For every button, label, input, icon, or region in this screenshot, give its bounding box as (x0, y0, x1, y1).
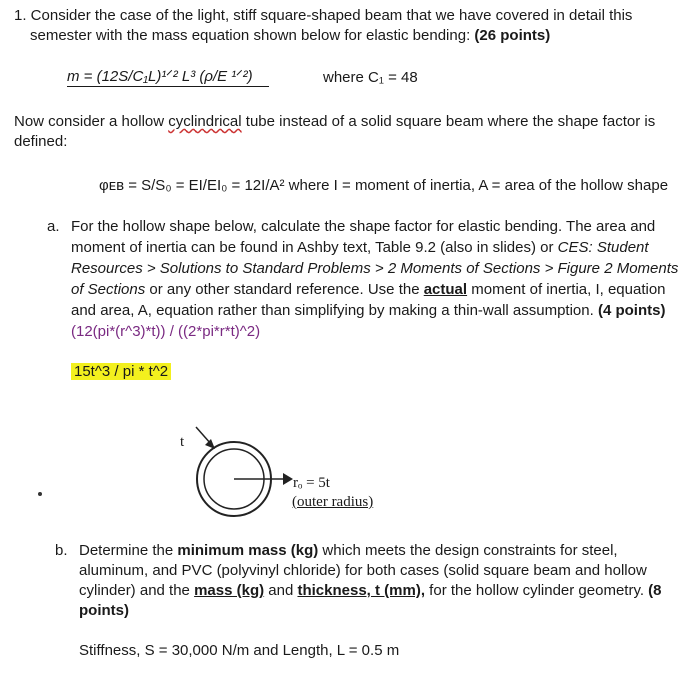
q1-points: (26 points) (474, 27, 551, 44)
where-c1: where C₁ = 48 (323, 69, 418, 86)
part-b-line3-e: for the hollow cylinder geometry. (425, 582, 649, 599)
part-a-line5 (71, 301, 665, 321)
part-b-points-a: (8 (648, 582, 662, 599)
stray-dot (38, 492, 42, 496)
thickness-label: t (180, 434, 185, 450)
thickness-emphasis: thickness, t (mm), (297, 582, 426, 599)
inner-circle (204, 449, 264, 509)
part-b-line3 (79, 581, 662, 601)
given-values: Stiffness, S = 30,000 N/m and Length, L = 0.5 m (79, 642, 400, 659)
part-a-line3: Resources > Solutions to Standard Problems > 2 Moments of Sections > Figure 2 Moments (71, 260, 679, 277)
part-a-line5-text: and area, A, equation rather than simplifying by making a thin-wall assumption. (71, 302, 598, 319)
answer-line1: (12(pi*(r^3)*t)) / ((2*pi*r*t)^2) (71, 323, 261, 340)
part-a-points: (4 points) (597, 302, 666, 319)
part-a-label: a. (47, 218, 60, 235)
part-b-line2: aluminum, and PVC (polyvinyl chloride) for both cases (solid square beam and hollow (79, 562, 647, 579)
part-a-line2 (71, 238, 649, 258)
q1-line1: 1. Consider the case of the light, stiff square-shaped beam that we have covered in detail this (14, 7, 633, 24)
part-b-line3-a: cylinder) and the (79, 582, 195, 599)
part-a-line2-text: moment of inertia can be found in Ashby text, Table 9.2 (also in slides) or (71, 239, 558, 256)
outer-radius-label (292, 492, 373, 512)
answer-highlight: 15t^3 / pi * t^2 (71, 363, 171, 380)
answer-line2 (71, 362, 171, 382)
actual-emphasis: actual (423, 281, 468, 298)
q1-line2 (30, 26, 550, 46)
intro-line2: defined: (14, 133, 68, 150)
misspelled-word: cyclindrical (168, 113, 242, 130)
radius-arrowhead (283, 473, 293, 485)
part-b-line1-a: Determine the (79, 542, 178, 559)
part-b-line1-c: which meets the design constraints for steel, (318, 542, 618, 559)
thickness-arrow-line (196, 427, 211, 444)
part-a-line1: For the hollow shape below, calculate the shape factor for elastic bending. The area and (71, 218, 656, 235)
mass-equation (67, 68, 269, 87)
intro-text-a: Now consider a hollow (14, 113, 169, 130)
minimum-mass-emphasis: minimum mass (kg) (177, 542, 319, 559)
intro-text-c: tube instead of a solid square beam where the shape factor is (241, 113, 656, 130)
part-a-line4-ital: of Sections (71, 281, 146, 298)
q1-line2-text: semester with the mass equation shown below for elastic bending: (30, 27, 475, 44)
shape-factor-equation: φᴇʙ = S/S₀ = EI/EI₀ = 12I/A² where I = moment of inertia, A = area of the hollow shape (99, 177, 669, 194)
outer-radius-text: (outer radius) (292, 494, 374, 510)
part-a-line4 (71, 280, 666, 300)
part-b-line1 (79, 541, 618, 561)
part-b-line3-c: and (264, 582, 298, 599)
part-a-line4-end: moment of inertia, I, equation (467, 281, 666, 298)
radius-label: rₒ = 5t (293, 475, 330, 491)
part-b-label: b. (55, 542, 68, 559)
ces-reference: CES: Student (557, 239, 649, 256)
part-a-line4-text: or any other standard reference. Use the (145, 281, 424, 298)
outer-circle (197, 442, 271, 516)
part-b-line4: points) (79, 602, 129, 619)
mass-emphasis: mass (kg) (194, 582, 265, 599)
thickness-arrowhead (205, 439, 215, 449)
intro-line1 (14, 112, 655, 132)
mass-equation-text: m = (12S/C₁L)¹ᐟ² L³ (ρ/E ¹ᐟ²) (67, 68, 253, 85)
